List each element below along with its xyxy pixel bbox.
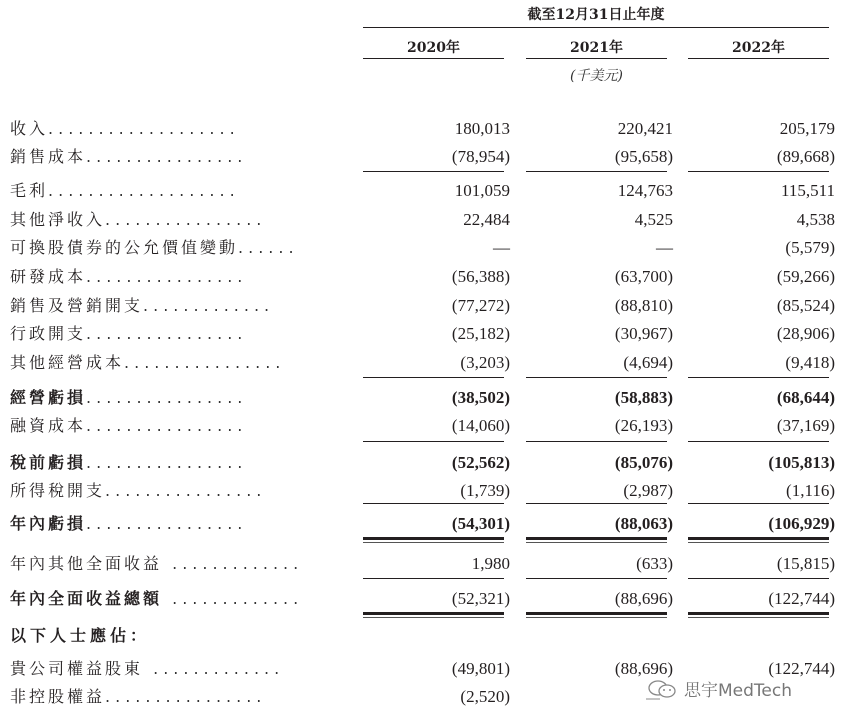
subtotal-rule bbox=[363, 578, 504, 579]
table-row-loss-for-year: 年內虧損................ (54,301) (88,063) (106,929) bbox=[0, 510, 849, 538]
row-label: 年內其他全面收益 bbox=[10, 554, 163, 573]
subtotal-rule bbox=[688, 171, 829, 172]
row-label: 非控股權益 bbox=[10, 687, 106, 706]
value-2021: — bbox=[656, 238, 673, 257]
value-2020: (49,801) bbox=[451, 659, 510, 678]
row-label: 貴公司權益股東 bbox=[10, 659, 144, 678]
row-label: 毛利 bbox=[10, 181, 49, 200]
value-2022: (122,744) bbox=[768, 589, 835, 608]
row-label: 銷售及營銷開支 bbox=[10, 296, 144, 315]
value-2020: (2,520) bbox=[460, 687, 510, 706]
value-2022: (105,813) bbox=[768, 453, 835, 472]
value-2020: 22,484 bbox=[463, 210, 510, 229]
value-2022: (1,116) bbox=[786, 481, 835, 500]
table-row-fair-value-change: 可換股債券的公允價值變動...... — — (5,579) bbox=[0, 234, 849, 262]
attribution-heading: 以下人士應佔： bbox=[10, 626, 151, 645]
total-double-rule bbox=[688, 612, 829, 618]
value-2022: (5,579) bbox=[785, 238, 835, 257]
value-2021: (88,696) bbox=[614, 659, 673, 678]
value-2020: (14,060) bbox=[451, 416, 510, 435]
row-label: 其他淨收入 bbox=[10, 210, 106, 229]
value-2022: (15,815) bbox=[776, 554, 835, 573]
value-2021: (2,987) bbox=[623, 481, 673, 500]
row-label: 稅前虧損 bbox=[10, 453, 87, 472]
value-2021: 124,763 bbox=[617, 181, 673, 200]
value-2020: (25,182) bbox=[451, 324, 510, 343]
table-row-loss-before-tax: 稅前虧損................ (52,562) (85,076) (105,813) bbox=[0, 449, 849, 477]
subtotal-rule bbox=[688, 578, 829, 579]
value-2020: (38,502) bbox=[451, 388, 510, 407]
table-row-other-comprehensive-income: 年內其他全面收益 ............. 1,980 (633) (15,815) bbox=[0, 550, 849, 578]
value-2021: (26,193) bbox=[614, 416, 673, 435]
value-2021: (58,883) bbox=[614, 388, 673, 407]
subtotal-rule bbox=[526, 578, 667, 579]
value-2021: (88,063) bbox=[614, 514, 673, 533]
subtotal-rule bbox=[526, 171, 667, 172]
table-row-total-comprehensive-income: 年內全面收益總額 ............. (52,321) (88,696) (122,744) bbox=[0, 585, 849, 613]
table-row-income-tax: 所得稅開支................ (1,739) (2,987) (1,116) bbox=[0, 477, 849, 505]
subtotal-rule bbox=[688, 377, 829, 378]
value-2021: (4,694) bbox=[623, 353, 673, 372]
row-label: 可換股債券的公允價值變動 bbox=[10, 238, 239, 257]
row-label: 研發成本 bbox=[10, 267, 87, 286]
value-2022: (28,906) bbox=[776, 324, 835, 343]
total-double-rule bbox=[363, 537, 504, 543]
total-double-rule bbox=[688, 537, 829, 543]
row-label: 行政開支 bbox=[10, 324, 87, 343]
row-label: 年內全面收益總額 bbox=[10, 589, 163, 608]
value-2020: 1,980 bbox=[471, 554, 510, 573]
value-2020: (1,739) bbox=[460, 481, 510, 500]
value-2021: (85,076) bbox=[614, 453, 673, 472]
table-row-gross-profit: 毛利................... 101,059 124,763 115,511 bbox=[0, 177, 849, 205]
table-row-other-net-income: 其他淨收入................ 22,484 4,525 4,538 bbox=[0, 206, 849, 234]
table-row-admin-expenses: 行政開支................ (25,182) (30,967) (28,906) bbox=[0, 320, 849, 348]
value-2021: (88,696) bbox=[614, 589, 673, 608]
wechat-icon bbox=[646, 678, 680, 700]
year-2020: 2020年 bbox=[407, 40, 460, 56]
table-row-operating-loss: 經營虧損................ (38,502) (58,883) (68,644) bbox=[0, 384, 849, 412]
subtotal-rule bbox=[363, 171, 504, 172]
row-label: 其他經營成本 bbox=[10, 353, 125, 372]
table-row-finance-costs: 融資成本................ (14,060) (26,193) (37,169) bbox=[0, 412, 849, 440]
value-2022: 4,538 bbox=[796, 210, 835, 229]
value-2022: (9,418) bbox=[785, 353, 835, 372]
subtotal-rule bbox=[363, 503, 504, 504]
header-rule bbox=[363, 27, 829, 28]
subtotal-rule bbox=[688, 503, 829, 504]
year-rule-3 bbox=[688, 58, 829, 59]
subtotal-rule bbox=[688, 441, 829, 442]
year-rule-1 bbox=[363, 58, 504, 59]
period-title: 截至12月31日止年度 bbox=[527, 7, 665, 23]
value-2022: (68,644) bbox=[776, 388, 835, 407]
year-2022: 2022年 bbox=[732, 40, 785, 56]
watermark bbox=[646, 676, 792, 701]
row-label: 所得稅開支 bbox=[10, 481, 106, 500]
subtotal-rule bbox=[526, 503, 667, 504]
value-2020: (3,203) bbox=[460, 353, 510, 372]
value-2022: (59,266) bbox=[776, 267, 835, 286]
year-2021: 2021年 bbox=[570, 40, 623, 56]
value-2020: — bbox=[493, 238, 510, 257]
value-2021: (633) bbox=[636, 554, 673, 573]
value-2022: (85,524) bbox=[776, 296, 835, 315]
subtotal-rule bbox=[526, 441, 667, 442]
value-2020: (52,562) bbox=[451, 453, 510, 472]
table-row-cost-of-sales: 銷售成本................ (78,954) (95,658) (89,668) bbox=[0, 143, 849, 171]
value-2020: (77,272) bbox=[451, 296, 510, 315]
unit-label: (千美元) bbox=[570, 68, 623, 84]
value-2021: (30,967) bbox=[614, 324, 673, 343]
total-double-rule bbox=[526, 537, 667, 543]
table-row-other-operating-costs: 其他經營成本................ (3,203) (4,694) (9,418) bbox=[0, 349, 849, 377]
value-2022: (122,744) bbox=[768, 659, 835, 678]
value-2021: (88,810) bbox=[614, 296, 673, 315]
table-row-selling-marketing: 銷售及營銷開支............. (77,272) (88,810) (85,524) bbox=[0, 292, 849, 320]
row-label: 融資成本 bbox=[10, 416, 87, 435]
table-row-revenue: 收入................... 180,013 220,421 205,179 bbox=[0, 115, 849, 143]
value-2022: (89,668) bbox=[776, 147, 835, 166]
value-2022: 115,511 bbox=[781, 181, 835, 200]
subtotal-rule bbox=[363, 441, 504, 442]
subtotal-rule bbox=[526, 377, 667, 378]
table-row-equity-shareholders: 貴公司權益股東 ............. (49,801) (88,696) (122,744) bbox=[0, 655, 849, 683]
value-2020: (56,388) bbox=[451, 267, 510, 286]
value-2021: (63,700) bbox=[614, 267, 673, 286]
table-row-rd-costs: 研發成本................ (56,388) (63,700) (59,266) bbox=[0, 263, 849, 291]
value-2022: (37,169) bbox=[776, 416, 835, 435]
total-double-rule bbox=[526, 612, 667, 618]
value-2020: (52,321) bbox=[451, 589, 510, 608]
value-2020: 101,059 bbox=[454, 181, 510, 200]
value-2022: 205,179 bbox=[779, 119, 835, 138]
value-2020: 180,013 bbox=[454, 119, 510, 138]
table-row-non-controlling-interests: 非控股權益................ (2,520) bbox=[0, 683, 849, 711]
value-2021: 4,525 bbox=[634, 210, 673, 229]
value-2020: (54,301) bbox=[451, 514, 510, 533]
subtotal-rule bbox=[363, 377, 504, 378]
value-2021: 220,421 bbox=[617, 119, 673, 138]
watermark-text: 思宇MedTech bbox=[684, 681, 792, 701]
row-label: 收入 bbox=[10, 119, 49, 138]
row-label: 銷售成本 bbox=[10, 147, 87, 166]
total-double-rule bbox=[363, 612, 504, 618]
value-2021: (95,658) bbox=[614, 147, 673, 166]
row-label: 年內虧損 bbox=[10, 514, 87, 533]
value-2022: (106,929) bbox=[768, 514, 835, 533]
value-2020: (78,954) bbox=[451, 147, 510, 166]
year-rule-2 bbox=[526, 58, 667, 59]
row-label: 經營虧損 bbox=[10, 388, 87, 407]
